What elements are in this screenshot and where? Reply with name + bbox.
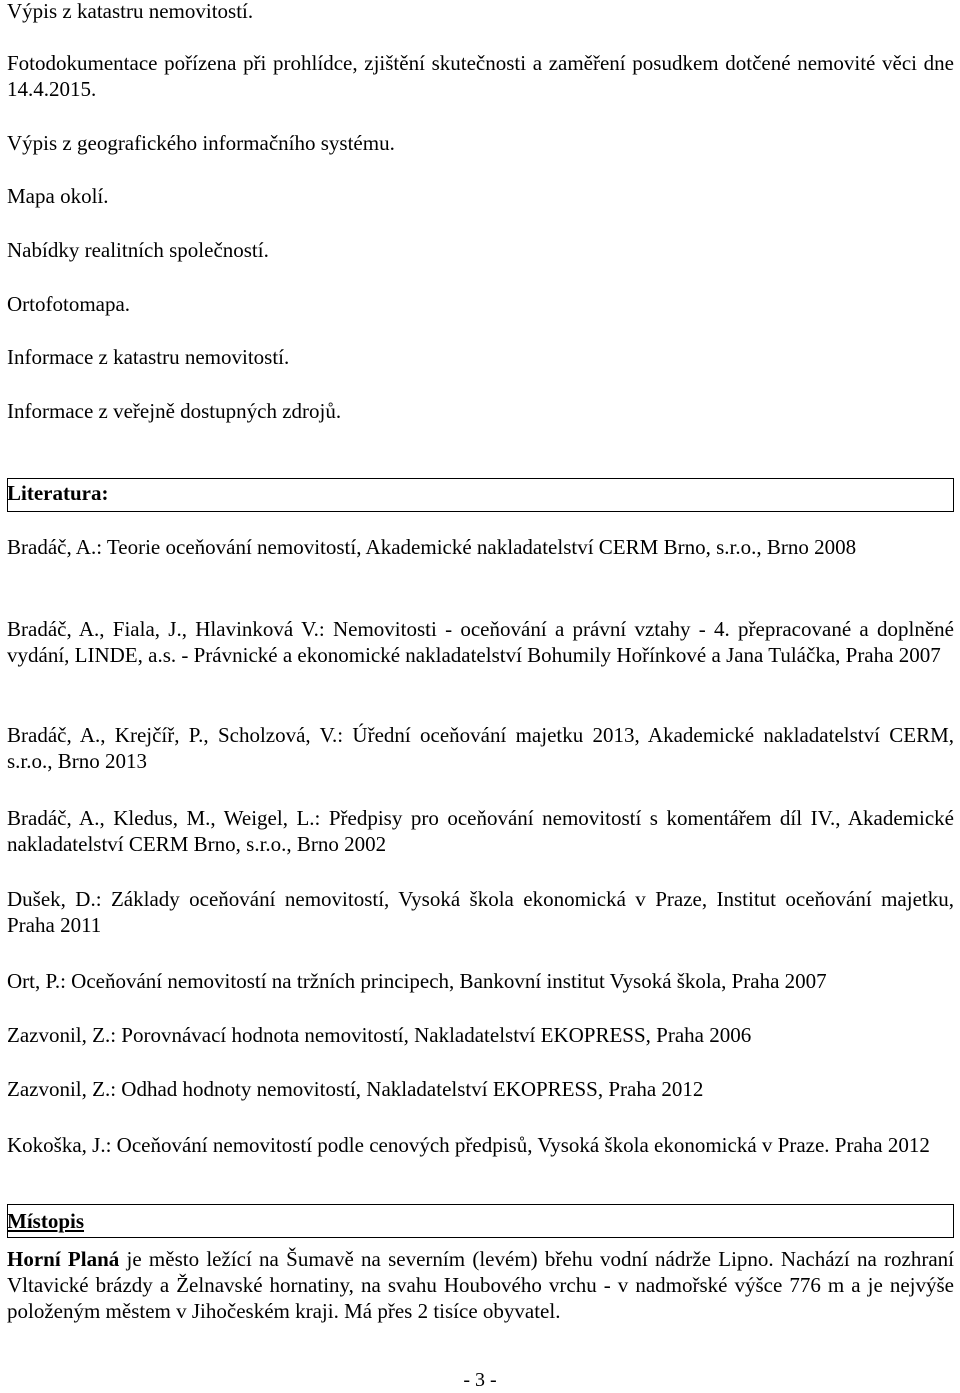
literature-heading: Literatura: (7, 481, 109, 505)
mistopis-heading-box (7, 1204, 954, 1238)
attachment-item: Mapa okolí. (7, 184, 109, 208)
literature-entry: Bradáč, A.: Teorie oceňování nemovitostí, Akademické nakladatelství CERM Brno, s.r.o., Brno 2008 (7, 535, 857, 559)
page-number: - 3 - (463, 1369, 497, 1391)
literature-entry: Zazvonil, Z.: Porovnávací hodnota nemovitostí, Nakladatelství EKOPRESS, Praha 2006 (7, 1023, 752, 1047)
mistopis-paragraph (7, 1246, 954, 1324)
literature-heading-box (7, 478, 954, 512)
literature-entry: Bradáč, A., Krejčíř, P., Scholzová, V.: Úřední oceňování majetku 2013, Akademické nakladatelství CERM, s.r.o., Brno 2013 (7, 723, 954, 773)
attachment-item: Nabídky realitních společností. (7, 238, 269, 262)
attachment-item: Výpis z katastru nemovitostí. (7, 0, 254, 23)
literature-entry: Zazvonil, Z.: Odhad hodnoty nemovitostí, Nakladatelství EKOPRESS, Praha 2012 (7, 1077, 704, 1101)
literature-entry: Kokoška, J.: Oceňování nemovitostí podle cenových předpisů, Vysoká škola ekonomická v Praze. Praha 2012 (7, 1133, 930, 1157)
attachment-item: Informace z veřejně dostupných zdrojů. (7, 399, 342, 423)
attachment-item: Fotodokumentace pořízena při prohlídce, zjištění skutečnosti a zaměření posudkem dotčené nemovité věci dne 14.4.2015. (7, 51, 954, 101)
literature-entry: Dušek, D.: Základy oceňování nemovitostí, Vysoká škola ekonomická v Praze, Institut oceňování majetku, Praha 2011 (7, 887, 954, 937)
literature-entry: Bradáč, A., Fiala, J., Hlavinková V.: Nemovitosti - oceňování a právní vztahy - 4. přepracované a doplněné vydání, LINDE, a.s. - Právnické a ekonomické nakladatelství Bohumily Hořínkové a Jana Tuláčka, Praha 2007 (7, 617, 954, 667)
literature-entry: Ort, P.: Oceňování nemovitostí na tržních principech, Bankovní institut Vysoká škola, Praha 2007 (7, 969, 827, 993)
attachment-item: Výpis z geografického informačního systému. (7, 131, 395, 155)
mistopis-heading: Místopis (7, 1209, 85, 1233)
literature-entry: Bradáč, A., Kledus, M., Weigel, L.: Předpisy pro oceňování nemovitostí s komentářem díl IV., Akademické nakladatelství CERM Brno, s.r.o., Brno 2002 (7, 806, 954, 856)
town-name: Horní Planá (7, 1247, 120, 1271)
attachment-item: Informace z katastru nemovitostí. (7, 345, 290, 369)
mistopis-text: je město ležící na Šumavě na severním (levém) břehu vodní nádrže Lipno. Nachází na rozhraní Vltavické brázdy a Želnavské hornatiny, na svahu Houbového vrchu - v nadmořské výšce 776 m a je nejvýše položeným městem v Jihočeském kraji. Má přes 2 tisíce obyvatel. (7, 1247, 954, 1323)
attachment-item: Ortofotomapa. (7, 292, 131, 316)
